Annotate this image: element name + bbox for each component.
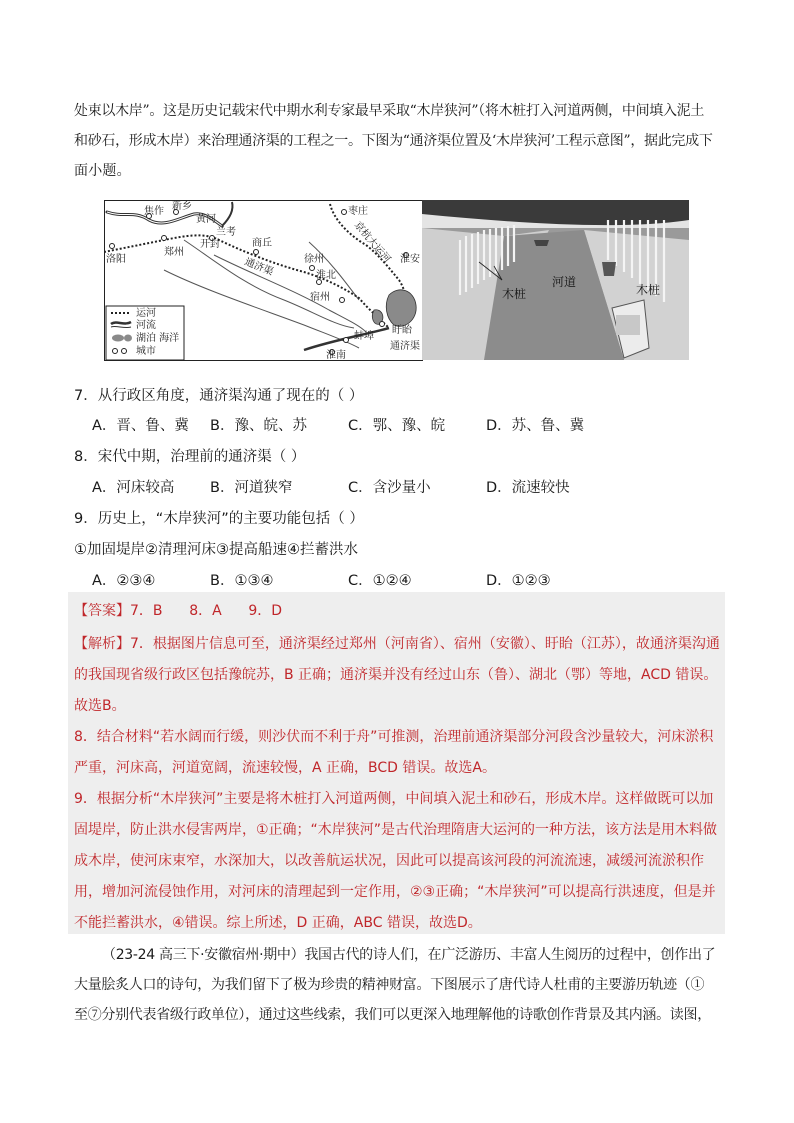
map-label-huanghe: 黄河 <box>196 214 216 225</box>
map-label-jinghang: 京杭大运河 <box>351 219 393 266</box>
legend-lake-sea: 湖泊 海洋 <box>136 333 180 344</box>
map-legend <box>106 306 184 360</box>
analysis-tag: 【解析】 <box>74 636 130 652</box>
q9-stem: 9．历史上，“木岸狭河”的主要功能包括（ ） <box>74 511 364 527</box>
legend-city: 城市 <box>136 346 156 357</box>
q8-stem: 8．宋代中期，治理前的通济渠（ ） <box>74 449 306 465</box>
next-intro-line-2: 大量脍炙人口的诗句，为我们留下了极为珍贵的精神财富。下图展示了唐代诗人杜甫的主要游历轨迹（① <box>74 977 705 993</box>
answer-text: 7．B 8．A 9．D <box>130 603 283 619</box>
analysis-p9: 9．根据分析“木岸狭河”主要是将木桩打入河道两侧，中间填入泥土和砂石，形成木岸。这样做既可以加固堤岸，防止洪水侵害两岸，①正确；“木岸狭河”是古代治理隋唐大运河的一种方法，该方法是用木料做成木岸，使河床束窄，水深加大，以改善航运状况，因此可以提高该河段的河流流速，减缓河流淤积作用，增加河流侵蚀作用，对河床的清理起到一定作用，②③正确；“木岸狭河”可以提高行洪速度，但是并不能拦蓄洪水，④错误。综上所述，D 正确，ABC 错误，故选D。 <box>74 791 718 931</box>
q8-option-d[interactable]: D．流速较快 <box>486 480 570 496</box>
intro-text <box>74 96 724 186</box>
analysis-p7 <box>74 629 724 722</box>
intro-line-2: 和砂石，形成木岸）来治理通济渠的工程之一。下图为“通济渠位置及‘木岸狭河’工程示意图”，据此完成下 <box>74 133 713 149</box>
next-intro-source: （23-24 高三下·安徽宿州·期中） <box>102 947 305 963</box>
next-intro <box>74 940 724 1030</box>
map-label-jiaozuo: 焦作 <box>144 206 164 217</box>
photo-label-channel: 河道 <box>552 275 577 289</box>
map-label-tongjiqu: 通济渠 <box>242 256 275 279</box>
map-label-shangqiu: 商丘 <box>252 238 272 249</box>
q9-option-d[interactable]: D．①②③ <box>486 573 551 589</box>
map-label-zhengzhou: 郑州 <box>164 247 184 258</box>
map-label-zaozhuang: 枣庄 <box>348 206 368 217</box>
map-label-tongjiqu-2: 通济渠 <box>390 341 420 352</box>
photo-panel <box>422 200 689 360</box>
map-label-lankao: 兰考 <box>216 227 236 238</box>
figure-svg <box>104 200 689 362</box>
q8-option-c[interactable]: C．含沙量小 <box>348 480 431 496</box>
next-intro-line-1: 我国古代的诗人们，在广泛游历、丰富人生阅历的过程中，创作出了 <box>304 947 716 963</box>
answer-tag: 【答案】 <box>74 603 130 619</box>
analysis-p8: 8．结合材料“若水阔而行缓，则沙伏而不利于舟”可推测，治理前通济渠部分河段含沙量较大，河床淤积严重，河床高，河道宽阔，流速较慢，A 正确，BCD 错误。故选A。 <box>74 729 714 776</box>
photo-label-pile-left: 木桩 <box>502 287 527 301</box>
q7-option-b[interactable]: B．豫、皖、苏 <box>210 418 307 434</box>
q9-option-a[interactable]: A．②③④ <box>92 573 156 589</box>
map-label-suzhou: 宿州 <box>310 292 330 303</box>
intro-line-3: 面小题。 <box>74 163 131 179</box>
q9-option-b[interactable]: B．①③④ <box>210 573 274 589</box>
q8-option-b[interactable]: B．河道狭窄 <box>210 480 293 496</box>
map-label-huaian: 淮安 <box>400 254 420 265</box>
q9-items: ①加固堤岸②清理河床③提高船速④拦蓄洪水 <box>74 542 358 558</box>
map-label-xuzhou: 徐州 <box>304 254 324 265</box>
map-label-luoyang: 洛阳 <box>106 254 126 265</box>
answer-line <box>74 600 282 620</box>
q7-option-a[interactable]: A．晋、鲁、冀 <box>92 418 189 434</box>
map-panel <box>104 200 423 361</box>
legend-river: 河流 <box>136 320 156 331</box>
next-intro-line-3: 至⑦分别代表省级行政单位），通过这些线索，我们可以更深入地理解他的诗歌创作背景及其内涵。读图， <box>74 1007 711 1023</box>
q9-option-c[interactable]: C．①②④ <box>348 573 412 589</box>
figure-tongjiqu <box>104 200 689 362</box>
map-label-huaibei: 淮北 <box>316 270 336 281</box>
analysis-p7-text: 7．根据图片信息可至，通济渠经过郑州（河南省）、宿州（安徽）、盱眙（江苏），故通济渠沟通的我国现省级行政区包括豫皖苏，B 正确；通济渠并没有经过山东（鲁）、湖北（鄂）等地，ACD 错误。故选B。 <box>74 636 720 714</box>
map-label-huainan: 淮南 <box>326 350 346 361</box>
legend-canal: 运河 <box>136 308 156 319</box>
map-label-kaifeng: 开封 <box>200 239 220 250</box>
q7-option-c[interactable]: C．鄂、豫、皖 <box>348 418 446 434</box>
map-label-xinxiang: 新乡 <box>172 201 192 212</box>
q7-stem: 7．从行政区角度，通济渠沟通了现在的（ ） <box>74 388 364 404</box>
q7-option-d[interactable]: D．苏、鲁、冀 <box>486 418 585 434</box>
map-label-xuyi: 盱眙 <box>392 325 412 336</box>
photo-label-pile-right: 木桩 <box>636 283 661 297</box>
intro-line-1: 处束以木岸”。这是历史记载宋代中期水利专家最早采取“木岸狭河”（将木桩打入河道两侧，中间填入泥土 <box>74 103 705 119</box>
q8-option-a[interactable]: A．河床较高 <box>92 480 175 496</box>
map-label-bengbu: 蚌埠 <box>354 331 374 342</box>
